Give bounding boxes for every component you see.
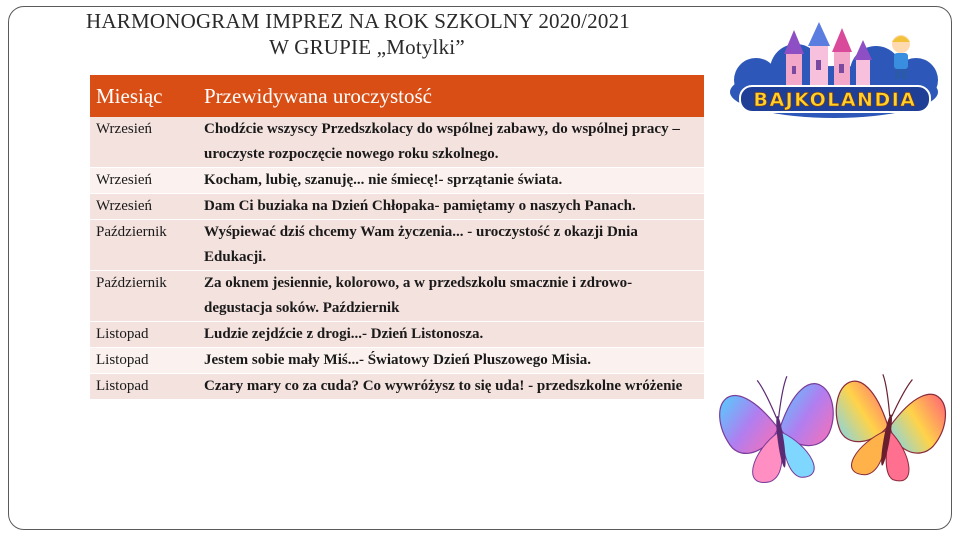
castle-logo-icon (726, 22, 944, 122)
table-row (90, 374, 704, 400)
table-row (90, 220, 704, 271)
event-cell: Za oknem jesiennie, kolorowo, a w przedszkolu smacznie i zdrowo- degustacja soków. Październik (198, 271, 704, 322)
month-cell: Październik (90, 220, 198, 271)
month-cell: Wrzesień (90, 117, 198, 168)
table-header-row (90, 75, 704, 117)
event-cell: Czary mary co za cuda? Co wywróżysz to się uda! - przedszkolne wróżenie (198, 374, 704, 400)
table-row (90, 271, 704, 322)
table-row (90, 322, 704, 348)
title-line-1: HARMONOGRAM IMPREZ NA ROK SZKOLNY 2020/2021 (86, 9, 630, 33)
table-row (90, 194, 704, 220)
month-cell: Październik (90, 271, 198, 322)
month-cell: Listopad (90, 348, 198, 374)
column-header-event: Przewidywana uroczystość (198, 75, 704, 117)
title-line-2: W GRUPIE „Motylki” (269, 35, 465, 59)
month-cell: Wrzesień (90, 194, 198, 220)
event-cell: Jestem sobie mały Miś...- Światowy Dzień Pluszowego Misia. (198, 348, 704, 374)
events-table (90, 75, 704, 400)
butterflies-icon (718, 350, 950, 500)
event-cell: Ludzie zejdźcie z drogi...- Dzień Listonosza. (198, 322, 704, 348)
svg-text:BAJKOLANDIA: BAJKOLANDIA (753, 89, 917, 111)
table-row (90, 117, 704, 168)
page-title (0, 8, 716, 60)
event-cell: Kocham, lubię, szanuję... nie śmiecę!- sprzątanie świata. (198, 168, 704, 194)
column-header-month: Miesiąc (90, 75, 198, 117)
month-cell: Wrzesień (90, 168, 198, 194)
event-cell: Dam Ci buziaka na Dzień Chłopaka- pamiętamy o naszych Panach. (198, 194, 704, 220)
event-cell: Wyśpiewać dziś chcemy Wam życzenia... - uroczystość z okazji Dnia Edukacji. (198, 220, 704, 271)
table-row (90, 348, 704, 374)
table-row (90, 168, 704, 194)
month-cell: Listopad (90, 374, 198, 400)
month-cell: Listopad (90, 322, 198, 348)
event-cell: Chodźcie wszyscy Przedszkolacy do wspólnej zabawy, do wspólnej pracy – uroczyste rozpoczęcie nowego roku szkolnego. (198, 117, 704, 168)
